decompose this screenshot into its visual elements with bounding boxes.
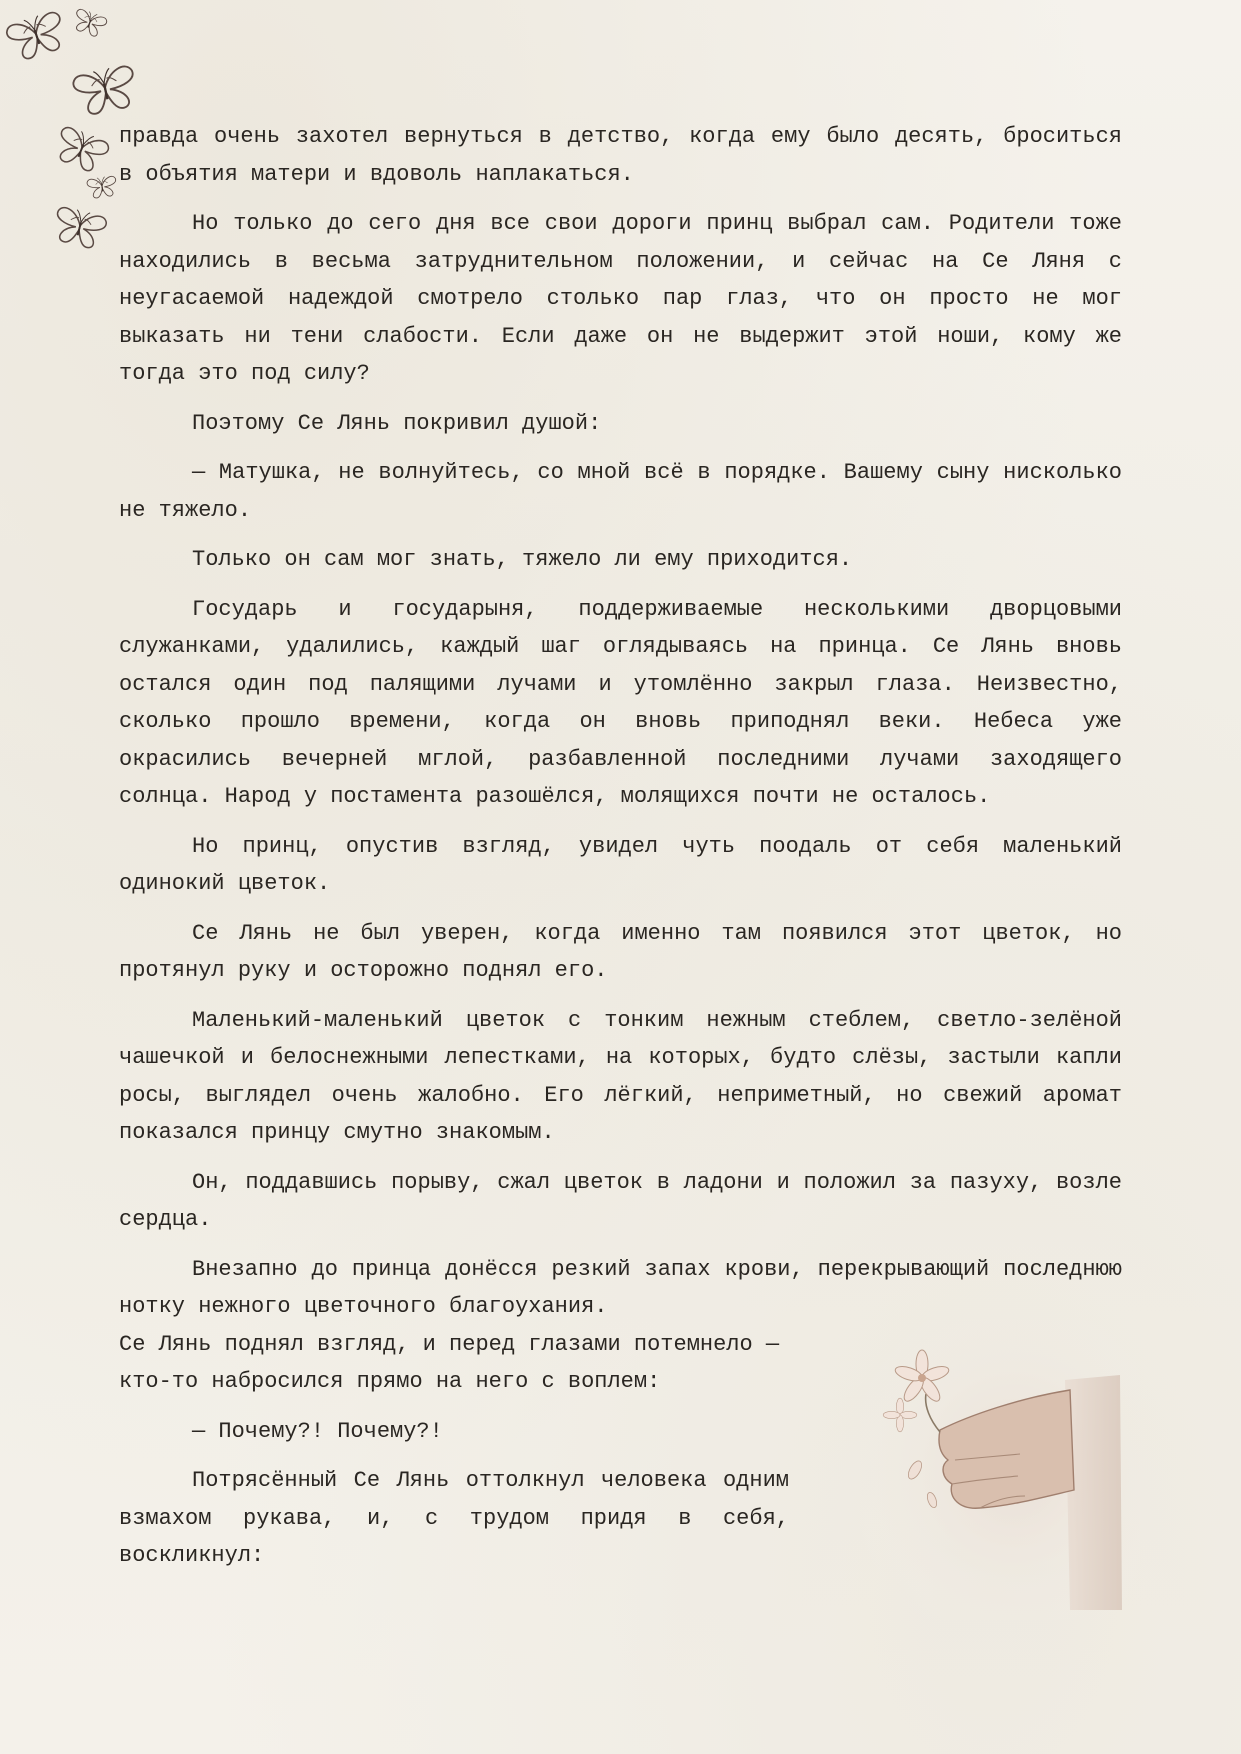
paragraph: Государь и государыня, поддерживаемые несколькими дворцовыми служанками, удалились, каждый шаг оглядываясь на принца. Се Лянь вновь остался один под палящими лучами и утомлённо закрыл глаза. Неизвестно, сколько прошло времени, когда он вновь приподнял веки. Небеса уже окрасились вечерней мглой, разбавленной последними лучами заходящего солнца. Народ у постамента разошёлся, молящихся почти не осталось. bbox=[119, 596, 1122, 809]
paragraph: Поэтому Се Лянь покривил душой: bbox=[192, 410, 602, 436]
paragraph: Се Лянь поднял взгляд, и перед глазами потемнело — кто-то набросился прямо на него с воплем: bbox=[119, 1331, 780, 1394]
paragraph: Потрясённый Се Лянь оттолкнул человека одним взмахом рукава, и, с трудом придя в себя, воскликнул: bbox=[119, 1468, 789, 1568]
paragraph: Маленький-маленький цветок с тонким нежным стеблем, светло-зелёной чашечкой и белоснежными лепестками, на которых, будто слёзы, застыли капли росы, выглядел очень жалобно. Его лёгкий, неприметный, но свежий аромат показался принцу смутно знакомым. bbox=[119, 1007, 1122, 1145]
paragraph: Но только до сего дня все свои дороги принц выбрал сам. Родители тоже находились в весьма затруднительном положении, и сейчас на Се Ляня с неугасаемой надеждой смотрело столько пар глаз, что он просто не мог выказать ни тени слабости. Если даже он не выдержит этой ноши, кому же тогда это под силу? bbox=[119, 211, 1122, 386]
paragraph: правда очень захотел вернуться в детство, когда ему было десять, броситься в объятия матери и вдоволь наплакаться. bbox=[119, 124, 1122, 187]
paragraph: Он, поддавшись порыву, сжал цветок в ладони и положил за пазуху, возле сердца. bbox=[119, 1169, 1122, 1232]
paragraph: Внезапно до принца донёсся резкий запах крови, перекрывающий последнюю нотку нежного цветочного благоухания. bbox=[119, 1256, 1122, 1319]
hand-holding-flower-icon bbox=[860, 1320, 1140, 1620]
paragraph: — Матушка, не волнуйтесь, со мной всё в порядке. Вашему сыну нисколько не тяжело. bbox=[119, 460, 1122, 523]
paragraph: — Почему?! Почему?! bbox=[192, 1418, 443, 1444]
paragraph: Се Лянь не был уверен, когда именно там появился этот цветок, но протянул руку и осторожно поднял его. bbox=[119, 920, 1122, 983]
paragraph: Но принц, опустив взгляд, увидел чуть поодаль от себя маленький одинокий цветок. bbox=[119, 833, 1122, 896]
paragraph: Только он сам мог знать, тяжело ли ему приходится. bbox=[192, 547, 853, 572]
